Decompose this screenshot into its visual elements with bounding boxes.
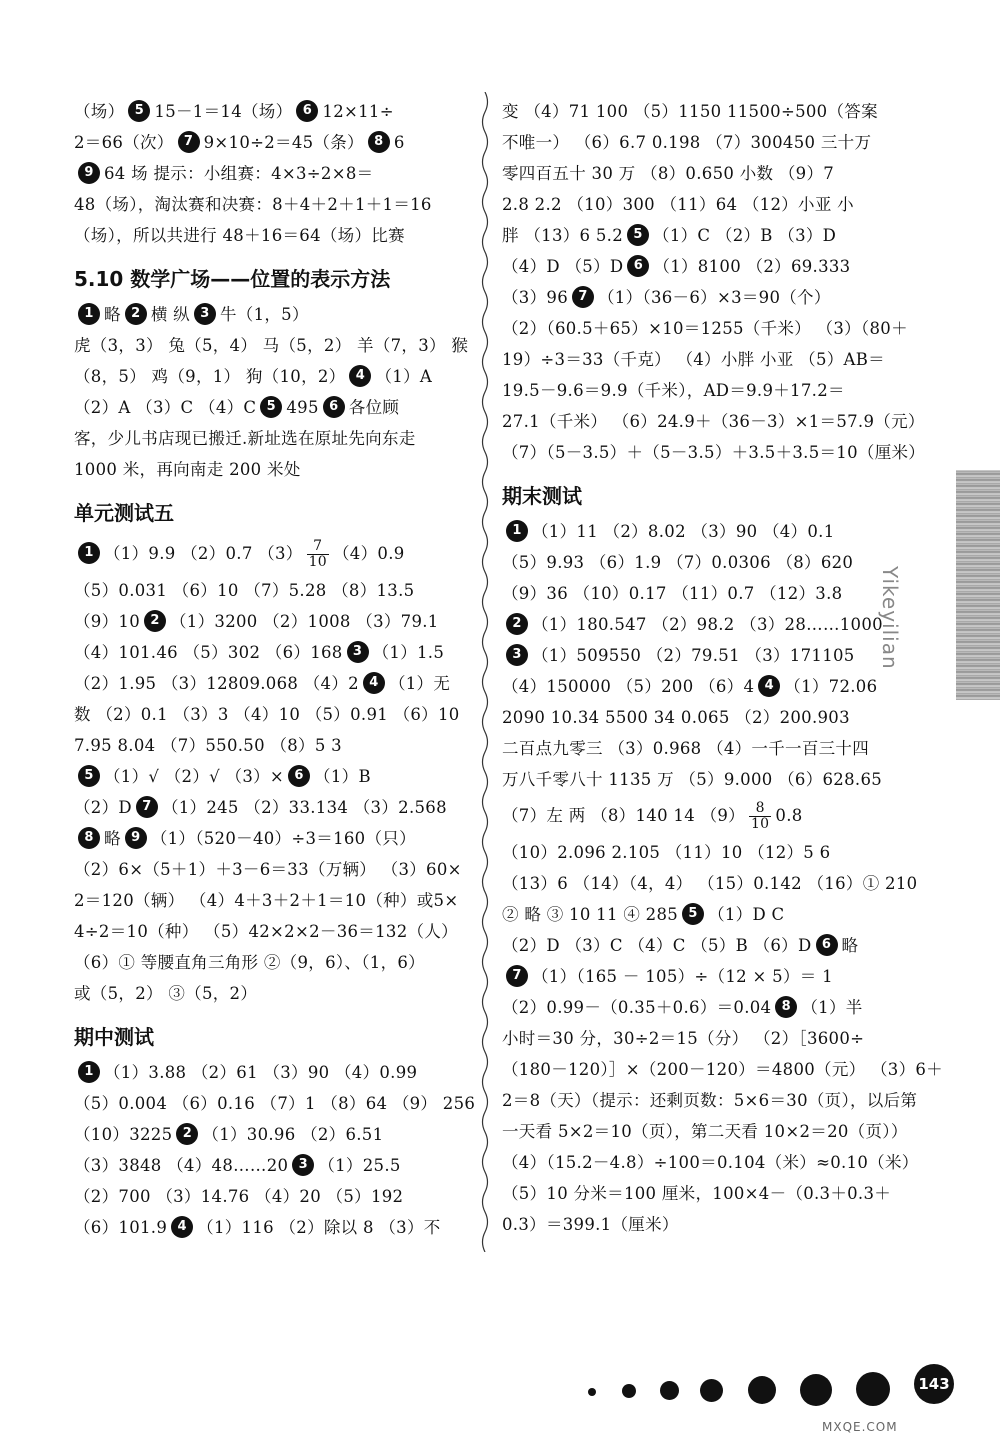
number-badge: 3 <box>506 644 528 666</box>
number-badge: 4 <box>349 365 371 387</box>
answer-line: （6）101.9 4 （1）116 （2）除以 8 （3）不 <box>74 1212 470 1243</box>
number-badge: 1 <box>506 520 528 542</box>
answer-line: （3）96 7 （1）（36－6）×3＝90（个） <box>502 282 894 313</box>
answer-line: 2＝66（次） 7 9×10÷2＝45（条） 8 6 <box>74 127 470 158</box>
answer-line: 2＝120（辆） （4）4＋3＋2＋1＝10（种）或5× <box>74 891 459 910</box>
answer-line: （7）（5－3.5）＋（5－3.5）＋3.5＋3.5＝10（厘米） <box>502 443 926 462</box>
side-label: Yikeyilian <box>878 566 902 670</box>
answer-line: （4）101.46 （5）302 （6）168 3 （1）1.5 <box>74 637 470 668</box>
answer-line: 1 略 2 横 纵 3 牛（1，5） <box>74 299 470 330</box>
page-number: 143 <box>914 1364 954 1404</box>
watermark: MXQE.COM <box>822 1420 898 1434</box>
answer-line: （9）36 （10）0.17 （11）0.7 （12）3.8 <box>502 584 843 603</box>
wavy-column-divider <box>478 92 492 1252</box>
answer-line: ② 略 ③ 10 11 ④ 285 5 （1）D C <box>502 899 894 930</box>
answer-line: 1000 米，再向南走 200 米处 <box>74 460 301 479</box>
fraction: $\frac{7}{10}$ <box>308 538 327 570</box>
number-badge: 8 <box>78 827 100 849</box>
answer-line: （180－120）］×（200－120）＝4800（元） （3）6＋ <box>502 1060 943 1079</box>
dot <box>700 1379 723 1402</box>
number-badge: 7 <box>136 796 158 818</box>
answer-line: （场），所以共进行 48＋16＝64（场）比赛 <box>74 226 405 245</box>
answer-line: 19）÷3＝33（千克） （4）小胖 小亚 （5）AB＝ <box>502 350 885 369</box>
answer-line: （2）700 （3）14.76 （4）20 （5）192 <box>74 1187 404 1206</box>
answer-line: 不唯一） （6）6.7 0.198 （7）300450 三十万 <box>502 133 872 152</box>
right-column <box>502 96 943 1240</box>
answer-line: 虎（3，3） 兔（5，4） 马（5，2） 羊（7，3） 猴 <box>74 336 469 355</box>
dot <box>856 1372 890 1406</box>
number-badge: 9 <box>78 162 100 184</box>
answer-line: 变 （4）71 100 （5）1150 11500÷500（答案 <box>502 102 878 121</box>
number-badge: 6 <box>323 396 345 418</box>
answer-line: （5）0.004 （6）0.16 （7）1 （8）64 （9） 256 <box>74 1094 476 1113</box>
dot <box>748 1376 776 1404</box>
answer-line: （5）9.93 （6）1.9 （7）0.0306 （8）620 <box>502 553 854 572</box>
answer-line: （6）① 等腰直角三角形 ②（9，6）、（1，6） <box>74 953 425 972</box>
answer-line: 1 （1）9.9 （2）0.7 （3） $\frac{7}{10}$ （4）0.9 <box>74 533 470 575</box>
number-badge: 3 <box>347 641 369 663</box>
answer-line: 2＝8（天）（提示：还剩页数：5×6＝30（页），以后第 <box>502 1091 918 1110</box>
dot <box>800 1374 832 1406</box>
number-badge: 1 <box>78 303 100 325</box>
answer-line: 胖 （13）6 5.2 5 （1）C （2）B （3）D <box>502 220 894 251</box>
answer-line: （2）（60.5＋65）×10＝1255（千米） （3）（80＋ <box>502 319 908 338</box>
number-badge: 6 <box>288 765 310 787</box>
dot <box>622 1384 636 1398</box>
number-badge: 3 <box>292 1154 314 1176</box>
number-badge: 6 <box>816 934 838 956</box>
dot <box>588 1388 596 1396</box>
answer-line: （2）A （3）C （4）C 5 495 6 各位顾 <box>74 392 470 423</box>
answer-line: 4÷2＝10（种） （5）42×2×2－36＝132（人） <box>74 922 458 941</box>
number-badge: 5 <box>682 903 704 925</box>
answer-line: （13）6 （14）（4，4） （15）0.142 （16）① 210 <box>502 874 918 893</box>
answer-line: 0.3）＝399.1（厘米） <box>502 1215 679 1234</box>
answer-line: 一天看 5×2＝10（页），第二天看 10×2＝20（页）） <box>502 1122 908 1141</box>
answer-line: （2）6×（5＋1）＋3－6＝33（万辆） （3）60× <box>74 860 462 879</box>
answer-line: （4）（15.2－4.8）÷100＝0.104（米）≈0.10（米） <box>502 1153 919 1172</box>
number-badge: 7 <box>572 286 594 308</box>
answer-line: 8 略 9 （1）（520－40）÷3＝160（只） <box>74 823 470 854</box>
answer-line: 5 （1）√ （2）√ （3）× 6 （1）B <box>74 761 470 792</box>
answer-line: 小时＝30 分，30÷2＝15（分） （2）［3600÷ <box>502 1029 865 1048</box>
answer-line: 3 （1）509550 （2）79.51 （3）171105 <box>502 640 894 671</box>
answer-line: 9 64 场 提示：小组赛：4×3÷2×8＝ <box>74 158 470 189</box>
number-badge: 5 <box>627 224 649 246</box>
section-heading: 单元测试五 <box>74 501 174 525</box>
answer-line: 2090 10.34 5500 34 0.065 （2）200.903 <box>502 708 850 727</box>
answer-line: （8，5） 鸡（9，1） 狗（10，2） 4 （1）A <box>74 361 470 392</box>
number-badge: 5 <box>260 396 282 418</box>
number-badge: 7 <box>506 965 528 987</box>
number-badge: 5 <box>78 765 100 787</box>
fraction: $\frac{8}{10}$ <box>750 800 770 832</box>
number-badge: 6 <box>627 255 649 277</box>
answer-line: （10）3225 2 （1）30.96 （2）6.51 <box>74 1119 470 1150</box>
answer-line: 数 （2）0.1 （3）3 （4）10 （5）0.91 （6）10 <box>74 705 460 724</box>
section-heading: 5.10 数学广场——位置的表示方法 <box>74 267 391 291</box>
answer-line: 2.8 2.2 （10）300 （11）64 （12）小亚 小 <box>502 195 854 214</box>
answer-line: 7.95 8.04 （7）550.50 （8）5 3 <box>74 736 342 755</box>
answer-line: 2 （1）180.547 （2）98.2 （3）28……1000 <box>502 609 894 640</box>
number-badge: 7 <box>178 131 200 153</box>
answer-line: （2）0.99－（0.35＋0.6）＝0.04 8 （1）半 <box>502 992 894 1023</box>
dot <box>660 1381 679 1400</box>
answer-line: （5）10 分米＝100 厘米，100×4－（0.3＋0.3＋ <box>502 1184 892 1203</box>
answer-line: 19.5－9.6＝9.9（千米），AD＝9.9＋17.2＝ <box>502 381 845 400</box>
answer-line: （4）150000 （5）200 （6）4 4 （1）72.06 <box>502 671 894 702</box>
section-heading: 期中测试 <box>74 1025 154 1049</box>
number-badge: 2 <box>144 610 166 632</box>
answer-line: （7）左 两 （8）140 14 （9） $\frac{8}{10}$ 0.8 <box>502 800 803 832</box>
left-column <box>74 96 476 1243</box>
number-badge: 1 <box>78 542 100 564</box>
answer-line: 万八千零八十 1135 万 （5）9.000 （6）628.65 <box>502 770 883 789</box>
number-badge: 1 <box>78 1061 100 1083</box>
answer-line: （10）2.096 2.105 （11）10 （12）5 6 <box>502 843 831 862</box>
number-badge: 8 <box>368 131 390 153</box>
answer-line: 1 （1）11 （2）8.02 （3）90 （4）0.1 <box>502 516 894 547</box>
number-badge: 2 <box>506 613 528 635</box>
answer-line: （2）D 7 （1）245 （2）33.134 （3）2.568 <box>74 792 470 823</box>
number-badge: 8 <box>775 996 797 1018</box>
number-badge: 4 <box>171 1216 193 1238</box>
answer-line: （3）3848 （4）48……20 3 （1）25.5 <box>74 1150 470 1181</box>
number-badge: 6 <box>296 100 318 122</box>
number-badge: 4 <box>363 672 385 694</box>
number-badge: 5 <box>128 100 150 122</box>
edge-tab <box>956 470 1000 700</box>
answer-line: （4）D （5）D 6 （1）8100 （2）69.333 <box>502 251 894 282</box>
number-badge: 3 <box>194 303 216 325</box>
number-badge: 2 <box>176 1123 198 1145</box>
number-badge: 9 <box>125 827 147 849</box>
answer-line: 7 （1）（165 － 105）÷（12 × 5）＝ 1 <box>502 961 894 992</box>
number-badge: 4 <box>758 675 780 697</box>
section-heading: 期末测试 <box>502 484 582 508</box>
answer-line: （2）1.95 （3）12809.068 （4）2 4 （1）无 <box>74 668 470 699</box>
answer-line: （场） 5 15－1＝14（场） 6 12×11÷ <box>74 96 470 127</box>
answer-line: 客，少儿书店现已搬迁.新址选在原址先向东走 <box>74 429 416 448</box>
answer-line: 零四百五十 30 万 （8）0.650 小数 （9）7 <box>502 164 835 183</box>
number-badge: 2 <box>125 303 147 325</box>
answer-line: 48（场），淘汰赛和决赛：8＋4＋2＋1＋1＝16 <box>74 195 432 214</box>
answer-line: 1 （1）3.88 （2）61 （3）90 （4）0.99 <box>74 1057 470 1088</box>
answer-line: 或（5，2） ③（5，2） <box>74 984 258 1003</box>
answer-line: （5）0.031 （6）10 （7）5.28 （8）13.5 <box>74 581 415 600</box>
answer-line: （2）D （3）C （4）C （5）B （6）D 6 略 <box>502 930 894 961</box>
answer-line: （9）10 2 （1）3200 （2）1008 （3）79.1 <box>74 606 470 637</box>
answer-line: 二百点九零三 （3）0.968 （4）一千一百三十四 <box>502 739 870 758</box>
answer-line: 27.1（千米） （6）24.9＋（36－3）×1＝57.9（元） <box>502 412 925 431</box>
